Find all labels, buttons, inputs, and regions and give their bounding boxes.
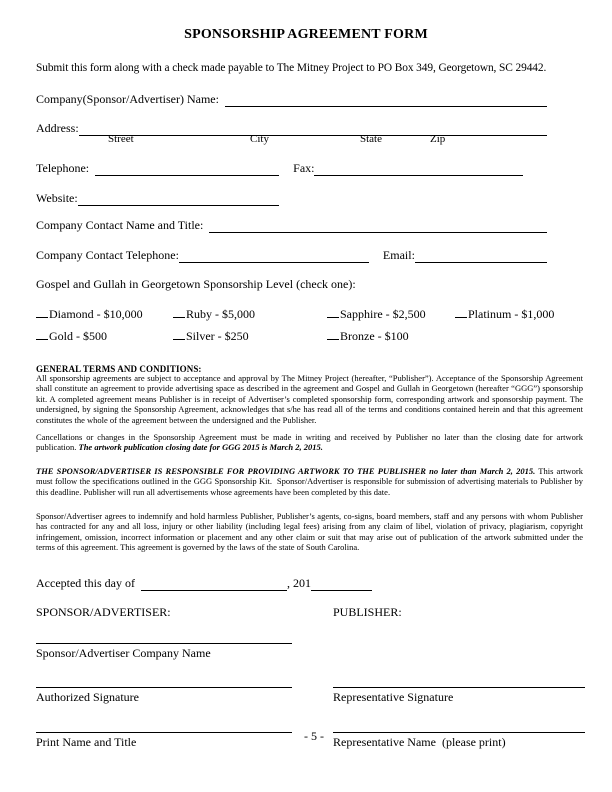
company-name-input-line[interactable]	[225, 106, 547, 107]
company-name-label: Company(Sponsor/Advertiser) Name:	[36, 92, 219, 106]
representative-name-caption: Representative Name (please print)	[333, 735, 506, 749]
state-sublabel: State	[360, 133, 382, 145]
date-input-line[interactable]	[141, 590, 287, 591]
level-option-sapphire[interactable]	[327, 307, 426, 322]
check-blank[interactable]	[327, 338, 339, 340]
year-input-line[interactable]	[311, 590, 372, 591]
level-label: Platinum - $1,000	[468, 307, 555, 321]
website-row	[36, 191, 279, 206]
telephone-label: Telephone:	[36, 161, 90, 175]
contact-phone-input-line[interactable]	[179, 262, 369, 263]
authorized-signature-caption: Authorized Signature	[36, 690, 139, 704]
terms-heading: GENERAL TERMS AND CONDITIONS:	[36, 364, 202, 374]
telephone-input-line[interactable]	[95, 175, 279, 176]
check-blank[interactable]	[36, 338, 48, 340]
terms-p2-emphasis: The artwork publication closing date for GGG 2015 is March 2, 2015.	[78, 442, 323, 453]
check-blank[interactable]	[173, 338, 185, 340]
contact-name-label: Company Contact Name and Title:	[36, 218, 204, 232]
sponsorship-level-heading: Gospel and Gullah in Georgetown Sponsorship Level (check one):	[36, 277, 356, 291]
accepted-label: Accepted this day of	[36, 576, 135, 590]
level-option-diamond[interactable]	[36, 307, 143, 322]
company-caption: Sponsor/Advertiser Company Name	[36, 646, 211, 660]
address-label: Address:	[36, 121, 79, 135]
intro-text: Submit this form along with a check made payable to The Mitney Project to PO Box 349, Georgetown, SC 29442.	[36, 62, 547, 74]
level-option-gold[interactable]	[36, 329, 107, 344]
level-label: Bronze - $100	[340, 329, 409, 343]
address-input-line[interactable]	[79, 135, 547, 136]
level-label: Diamond - $10,000	[49, 307, 143, 321]
fax-label: Fax:	[293, 161, 315, 175]
page-title: SPONSORSHIP AGREEMENT FORM	[184, 27, 428, 42]
terms-p3-text: This artwork must follow the specifications outlined in the GGG Sponsorship Kit. Sponsor/Advertiser is responsible for submission of advertising materials to Publisher by this deadline. Publisher will run all advertisements whose agreements have been completed by this date.	[36, 466, 583, 497]
telephone-fax-row	[36, 161, 523, 176]
terms-paragraph-2	[36, 432, 583, 453]
contact-name-row	[36, 218, 547, 233]
email-label: Email:	[382, 248, 415, 262]
print-name-caption: Print Name and Title	[36, 735, 137, 749]
check-blank[interactable]	[327, 316, 339, 318]
check-blank[interactable]	[173, 316, 185, 318]
company-name-row	[36, 92, 547, 107]
level-option-platinum[interactable]	[455, 307, 554, 322]
website-input-line[interactable]	[78, 205, 279, 206]
level-label: Ruby - $5,000	[186, 307, 255, 321]
terms-paragraph-3	[36, 466, 583, 497]
contact-phone-email-row	[36, 248, 547, 263]
contact-phone-label: Company Contact Telephone:	[36, 248, 179, 262]
contact-name-input-line[interactable]	[209, 232, 547, 233]
year-prefix-label: , 201	[286, 576, 311, 590]
city-sublabel: City	[250, 133, 269, 145]
sponsor-advertiser-heading: SPONSOR/ADVERTISER:	[36, 605, 171, 619]
representative-signature-caption: Representative Signature	[333, 690, 454, 704]
website-label: Website:	[36, 191, 78, 205]
representative-signature-block[interactable]	[333, 687, 585, 705]
level-label: Sapphire - $2,500	[340, 307, 426, 321]
level-label: Gold - $500	[49, 329, 107, 343]
publisher-heading: PUBLISHER:	[333, 605, 402, 619]
check-blank[interactable]	[36, 316, 48, 318]
terms-p3-emphasis: THE SPONSOR/ADVERTISER IS RESPONSIBLE FOR PROVIDING ARTWORK TO THE PUBLISHER no later than March 2, 2015.	[36, 466, 536, 476]
terms-paragraph-4: Sponsor/Advertiser agrees to indemnify and hold harmless Publisher, Publisher’s agents, co-signs, board members, staff and any persons with whom Publisher has contracted for any and all loss, injury or other liability (including legal fees) arising from any claim of libel, violation of privacy, plagiarism, copyright infringement, omission, incorrect information or placement and any other claim or suit that may arise out of publication of the artwork submitted under the terms of this agreement. This agreement is governed by the laws of the state of South Carolina.	[36, 511, 583, 553]
page-number: - 5 -	[304, 729, 324, 743]
zip-sublabel: Zip	[430, 133, 446, 145]
terms-paragraph-1: All sponsorship agreements are subject to acceptance and approval by The Mitney Project (hereafter, “Publisher”). Acceptance of the Sponsorship Agreement shall constitute an agreement to provide advertising space as described in the agreement and Gospel and Gullah in Georgetown (hereafter “GGG”) sponsorship kit. A completed agreement means Publisher is in receipt of Advertiser’s completed sponsorship form, corresponding artwork and sponsorship payment. The undersigned, by signing the Sponsorship Agreement, acknowledges that s/he has read all of the terms and conditions contained herein and that this agreement constitutes the whole of the agreement between the undersigned and the Publisher.	[36, 373, 583, 425]
level-label: Silver - $250	[186, 329, 249, 343]
print-name-block[interactable]	[36, 732, 292, 750]
level-option-ruby[interactable]	[173, 307, 255, 322]
fax-input-line[interactable]	[314, 175, 523, 176]
authorized-signature-block[interactable]	[36, 687, 292, 705]
email-input-line[interactable]	[415, 262, 547, 263]
terms-p2-text: Cancellations or changes in the Sponsorship Agreement must be made in writing and received by Publisher no later than the closing date for artwork publication.	[36, 432, 583, 453]
representative-name-block[interactable]	[333, 732, 585, 750]
level-option-bronze[interactable]	[327, 329, 409, 344]
level-option-silver[interactable]	[173, 329, 249, 344]
street-sublabel: Street	[108, 133, 134, 145]
check-blank[interactable]	[455, 316, 467, 318]
accepted-date-row	[36, 576, 372, 591]
company-name-signature-block[interactable]	[36, 643, 292, 661]
